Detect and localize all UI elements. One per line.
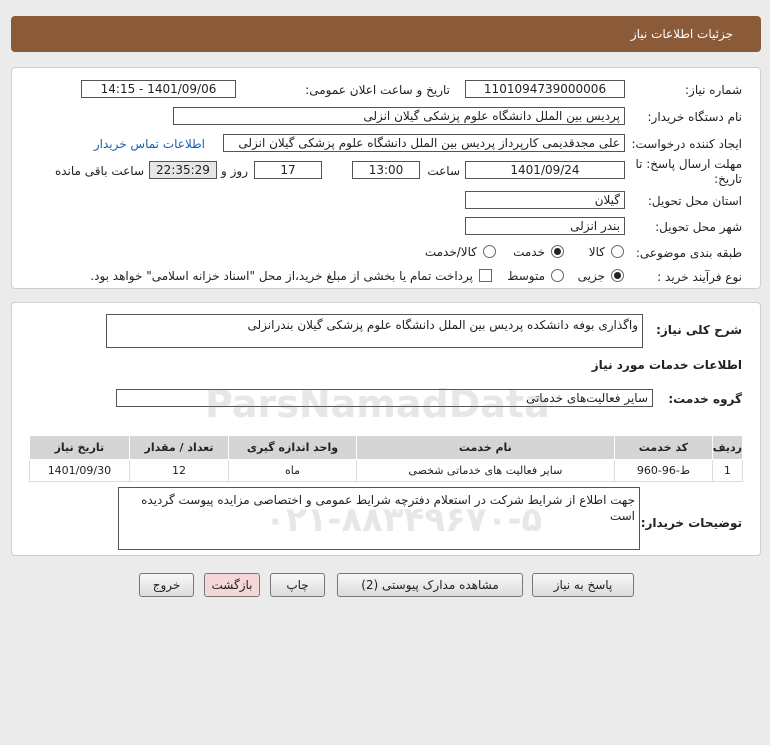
- services-table: [29, 435, 743, 482]
- col-code-header: کد خدمت: [615, 436, 713, 460]
- treasury-payment-checkbox[interactable]: [479, 269, 492, 282]
- time-label: ساعت: [427, 164, 460, 178]
- announce-field: 1401/09/06 - 14:15: [81, 80, 236, 98]
- buyer-field: پردیس بین الملل دانشگاه علوم پزشکی گیلان انزلی: [173, 107, 625, 125]
- col-name-header: نام خدمت: [356, 436, 614, 460]
- cell-code: ط-96-960: [615, 460, 713, 482]
- days-field: 17: [254, 161, 322, 179]
- col-date-header: تاریخ نیاز: [30, 436, 130, 460]
- cell-name: سایر فعالیت های خدماتی شخصی: [356, 460, 614, 482]
- city-field: بندر انزلی: [465, 217, 625, 235]
- description-label: شرح کلی نیاز:: [656, 323, 742, 337]
- process-medium-label: متوسط: [507, 269, 545, 283]
- cell-row: 1: [712, 460, 742, 482]
- need-number-label: شماره نیاز:: [685, 83, 742, 97]
- need-number-field: 1101094739000006: [465, 80, 625, 98]
- buyer-notes-label: توضیحات خریدار:: [640, 516, 742, 530]
- reply-button[interactable]: پاسخ به نیاز: [532, 573, 634, 597]
- announce-label: تاریخ و ساعت اعلان عمومی:: [305, 83, 450, 97]
- col-unit-header: واحد اندازه گیری: [229, 436, 356, 460]
- process-medium-radio[interactable]: [551, 269, 564, 282]
- category-goods-radio[interactable]: [611, 245, 624, 258]
- view-attachments-button[interactable]: مشاهده مدارک پیوستی (2): [337, 573, 523, 597]
- city-label: شهر محل تحویل:: [655, 220, 742, 234]
- treasury-payment-note: پرداخت تمام یا بخشی از مبلغ خرید،از محل "اسناد خزانه اسلامی" خواهد بود.: [90, 269, 473, 283]
- remaining-time-field: 22:35:29: [149, 161, 217, 179]
- back-button[interactable]: بازگشت: [204, 573, 260, 597]
- category-goods-service-label: کالا/خدمت: [424, 245, 477, 259]
- category-label: طبقه بندی موضوعی:: [635, 246, 742, 260]
- page-title: جزئیات اطلاعات نیاز: [630, 27, 733, 41]
- exit-button[interactable]: خروج: [139, 573, 194, 597]
- process-minor-label: جزیی: [577, 269, 605, 283]
- category-goods-service-radio[interactable]: [483, 245, 496, 258]
- description-panel: [11, 302, 761, 556]
- buyer-notes-field: جهت اطلاع از شرایط شرکت در استعلام دفترچه شرایط عمومی و اختصاصی مزایده پیوست گردیده است: [118, 487, 640, 550]
- table-row: [30, 460, 743, 482]
- buyer-contact-link[interactable]: اطلاعات تماس خریدار: [93, 137, 205, 151]
- province-field: گیلان: [465, 191, 625, 209]
- deadline-label: مهلت ارسال پاسخ: تا: [635, 157, 742, 171]
- cell-unit: ماه: [229, 460, 356, 482]
- process-label: نوع فرآیند خرید :: [657, 270, 742, 284]
- buyer-label: نام دستگاه خریدار:: [647, 110, 742, 124]
- province-label: استان محل تحویل:: [647, 194, 742, 208]
- services-heading: اطلاعات خدمات مورد نیاز: [591, 358, 742, 372]
- deadline-label-date: تاریخ:: [714, 172, 742, 186]
- deadline-date-field: 1401/09/24: [465, 161, 625, 179]
- remaining-label: ساعت باقی مانده: [54, 164, 144, 178]
- print-button[interactable]: چاپ: [270, 573, 325, 597]
- service-group-label: گروه خدمت:: [668, 392, 742, 406]
- deadline-time-field: 13:00: [352, 161, 420, 179]
- col-qty-header: تعداد / مقدار: [129, 436, 229, 460]
- creator-label: ایجاد کننده درخواست:: [631, 137, 742, 151]
- category-goods-label: کالا: [588, 245, 605, 259]
- col-row-header: ردیف: [712, 436, 742, 460]
- need-info-panel: [11, 67, 761, 289]
- process-minor-radio[interactable]: [611, 269, 624, 282]
- service-group-field: سایر فعالیت‌های خدماتی: [116, 389, 653, 407]
- category-service-radio[interactable]: [551, 245, 564, 258]
- category-service-label: خدمت: [513, 245, 545, 259]
- cell-qty: 12: [129, 460, 229, 482]
- description-field: واگذاری بوفه دانشکده پردیس بین الملل دانشگاه علوم پزشکی گیلان بندرانزلی: [106, 314, 643, 348]
- days-label: روز و: [221, 164, 248, 178]
- creator-field: علی مجدقدیمی کارپرداز پردیس بین الملل دانشگاه علوم پزشکی گیلان انزلی: [223, 134, 625, 152]
- cell-date: 1401/09/30: [30, 460, 130, 482]
- page-title-bar: [11, 16, 761, 52]
